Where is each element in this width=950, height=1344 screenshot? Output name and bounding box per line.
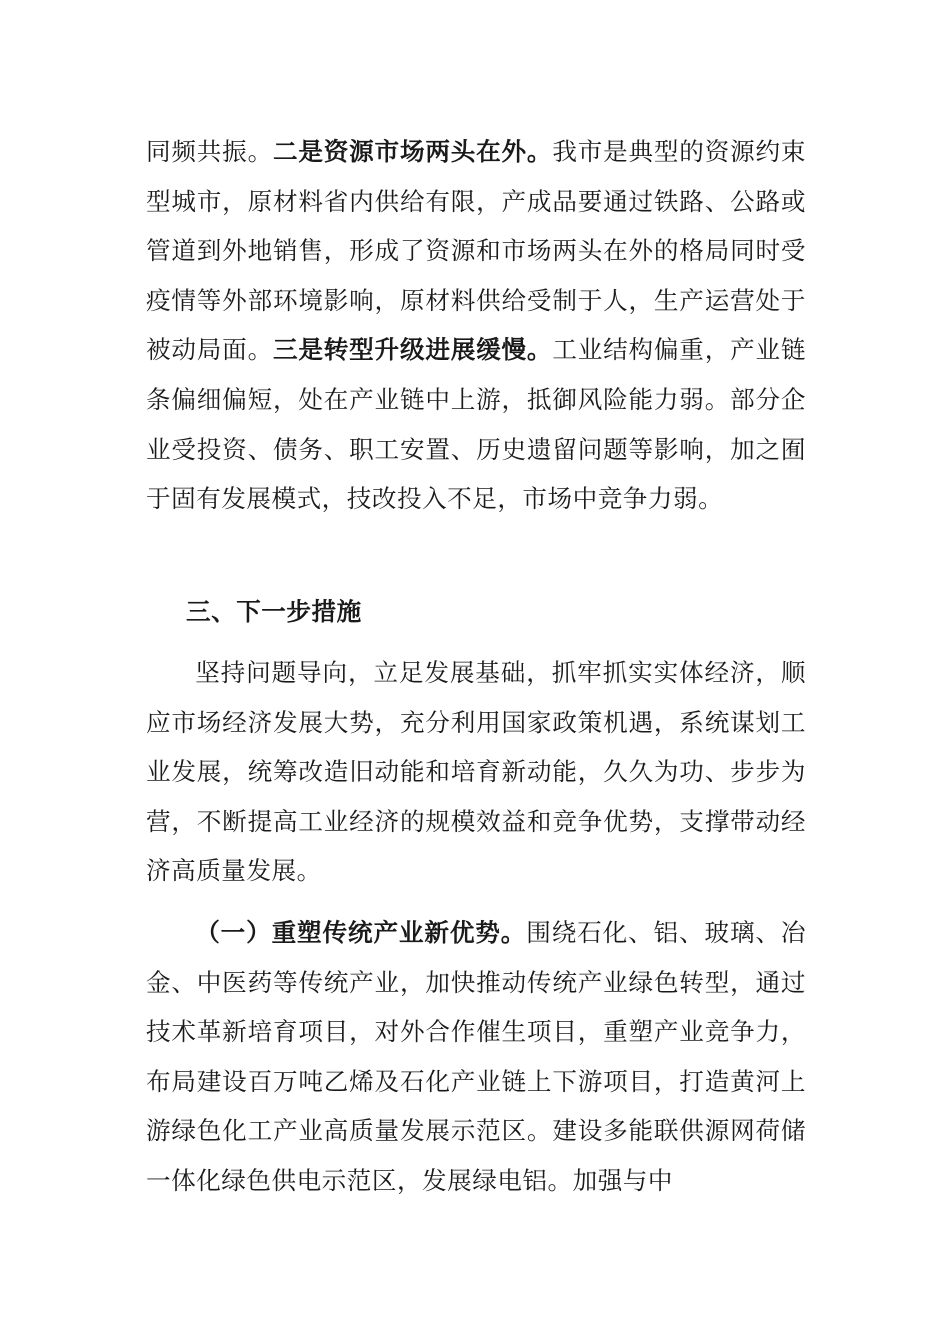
bold-measure-title: （一）重塑传统产业新优势。 bbox=[195, 918, 527, 947]
section-heading: 三、下一步措施 bbox=[186, 597, 362, 626]
paragraph-text: 围绕石化、铝、玻璃、冶金、中医药等传统产业，加快推动传统产业绿色转型，通过技术革新培育项目，对外合作催生项目，重塑产业竞争力，布局建设百万吨乙烯及石化产业链上下游项目，打造黄河上游绿色化工产业高质量发展示范区。建设多能联供源网荷储一体化绿色供电示范区，发展绿电铝。加强与中 bbox=[146, 918, 806, 1195]
paragraph-overview: 坚持问题导向，立足发展基础，抓牢抓实实体经济，顺应市场经济发展大势，充分利用国家政策机遇，系统谋划工业发展，统筹改造旧动能和培育新动能，久久为功、步步为营，不断提高工业经济的规模效益和竞争优势，支撑带动经济高质量发展。 bbox=[146, 658, 806, 886]
bold-point-two: 二是资源市场两头在外。 bbox=[272, 137, 553, 166]
bold-point-three: 三是转型升级进展缓慢。 bbox=[272, 335, 553, 365]
paragraph-text: 工业结构偏重，产业链条偏细偏短，处在产业链中上游，抵御风险能力弱。部分企业受投资、债务、职工安置、历史遗留问题等影响，加之囿于固有发展模式，技改投入不足，市场中竞争力弱。 bbox=[146, 335, 806, 514]
paragraph-text: 同频共振。 bbox=[146, 137, 273, 166]
paragraph-text: 我市是典型的资源约束型城市，原材料省内供给有限，产成品要通过铁路、公路或管道到外地销售，形成了资源和市场两头在外的格局同时受疫情等外部环境影响，原材料供给受制于人，生产运营处于被动局面。 bbox=[146, 137, 806, 365]
paragraph-challenges bbox=[146, 127, 806, 524]
paragraph-measure-one bbox=[146, 908, 806, 1206]
